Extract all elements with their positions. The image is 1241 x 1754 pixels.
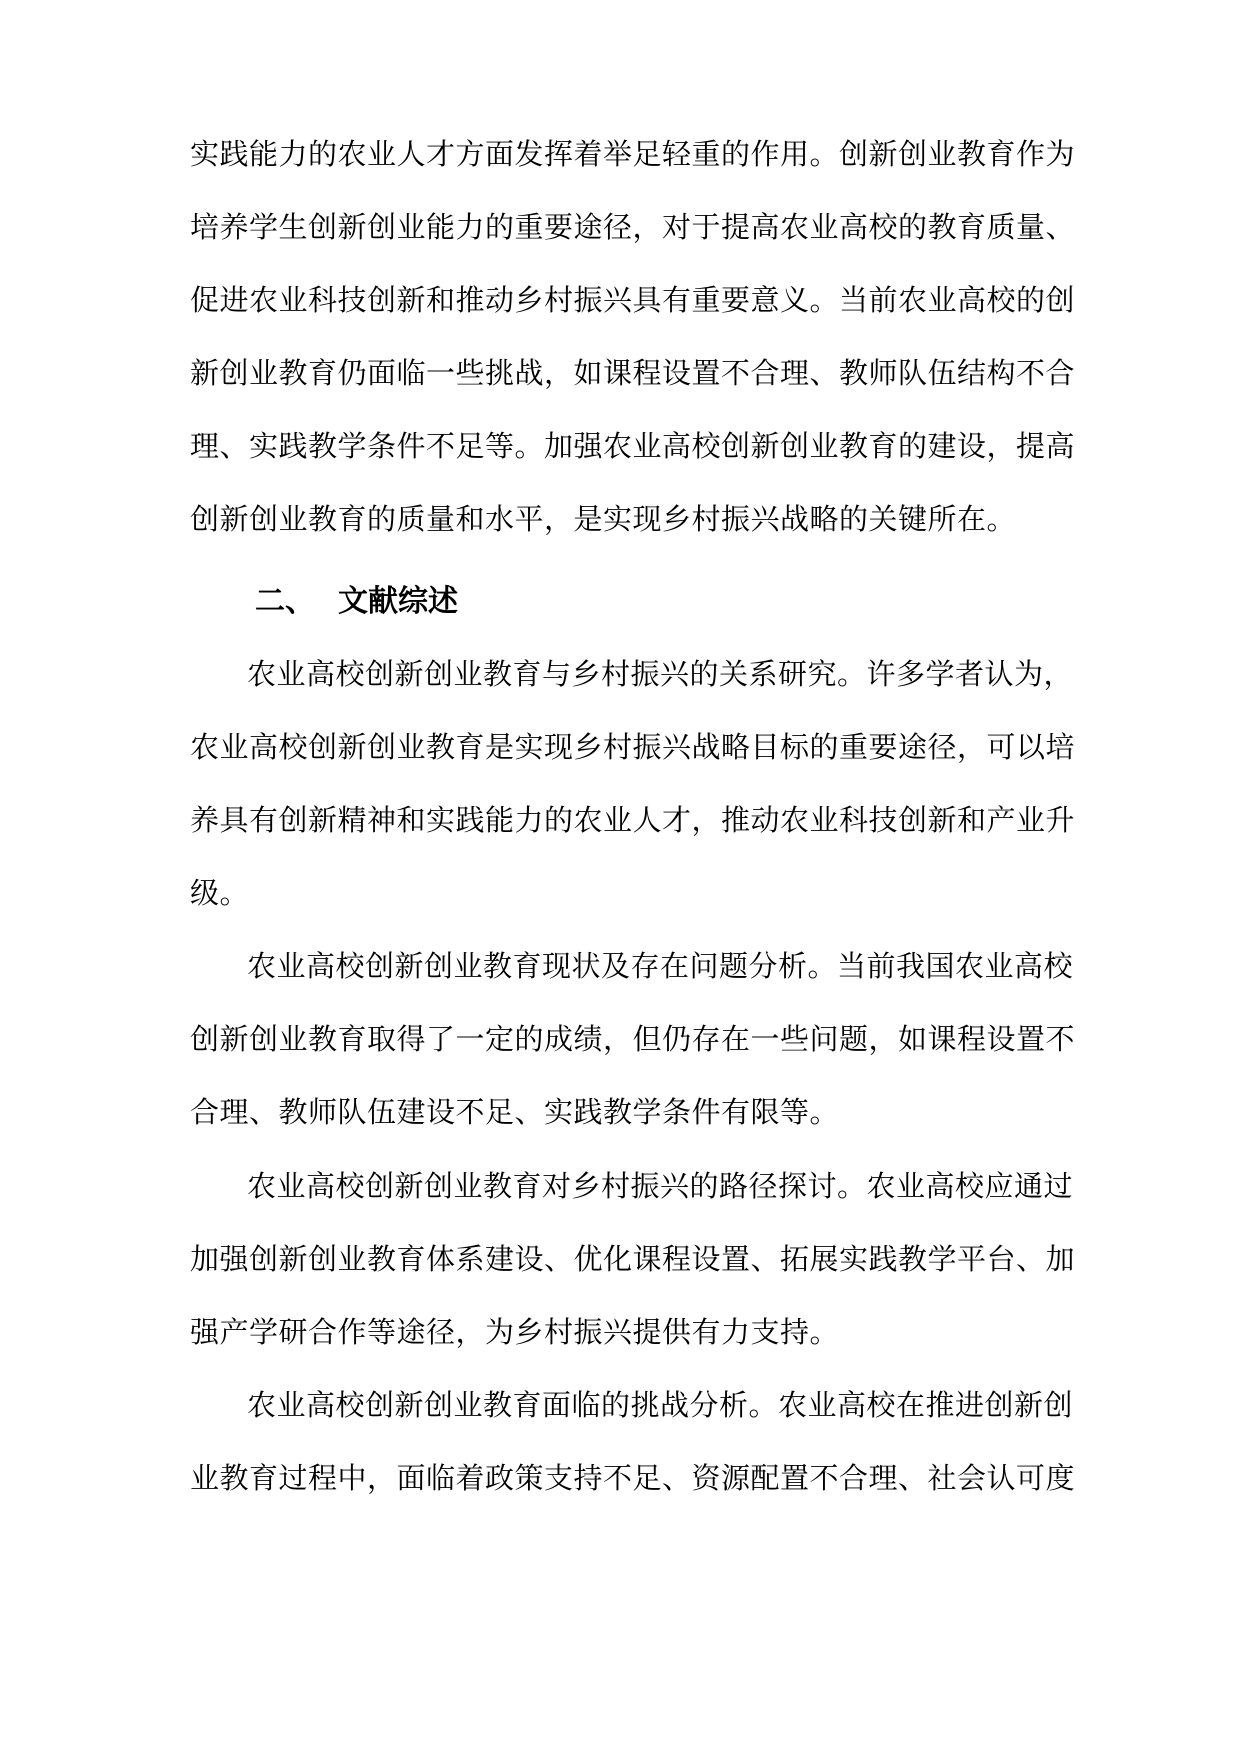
text-line: 合理、教师队伍建设不足、实践教学条件有限等。 bbox=[190, 1095, 840, 1129]
text-line: 加强创新创业教育体系建设、优化课程设置、拓展实践教学平台、加 bbox=[190, 1242, 1076, 1276]
text-line: 农业高校创新创业教育面临的挑战分析。农业高校在推进创新创 bbox=[247, 1388, 1074, 1422]
section-number: 二、 bbox=[255, 584, 315, 619]
text-line: 实践能力的农业人才方面发挥着举足轻重的作用。创新创业教育作为 bbox=[190, 137, 1076, 171]
text-line: 培养学生创新创业能力的重要途径，对于提高农业高校的教育质量、 bbox=[190, 210, 1076, 244]
text-line: 养具有创新精神和实践能力的农业人才，推动农业科技创新和产业升 bbox=[190, 803, 1076, 837]
text-line: 级。 bbox=[190, 876, 250, 910]
text-line: 创新创业教育的质量和水平，是实现乡村振兴战略的关键所在。 bbox=[190, 502, 1017, 536]
section-title: 文献综述 bbox=[338, 584, 458, 619]
text-line: 强产学研合作等途径，为乡村振兴提供有力支持。 bbox=[190, 1315, 840, 1349]
text-line: 业教育过程中，面临着政策支持不足、资源配置不合理、社会认可度 bbox=[190, 1461, 1076, 1495]
text-line: 促进农业科技创新和推动乡村振兴具有重要意义。当前农业高校的创 bbox=[190, 283, 1076, 317]
text-line: 创新创业教育取得了一定的成绩，但仍存在一些问题，如课程设置不 bbox=[190, 1022, 1076, 1056]
text-line: 农业高校创新创业教育是实现乡村振兴战略目标的重要途径，可以培 bbox=[190, 730, 1076, 764]
text-line: 理、实践教学条件不足等。加强农业高校创新创业教育的建设，提高 bbox=[190, 429, 1076, 463]
text-line: 新创业教育仍面临一些挑战，如课程设置不合理、教师队伍结构不合 bbox=[190, 356, 1076, 390]
text-line: 农业高校创新创业教育与乡村振兴的关系研究。许多学者认为， bbox=[247, 657, 1074, 691]
text-line: 农业高校创新创业教育现状及存在问题分析。当前我国农业高校 bbox=[247, 949, 1074, 983]
text-line: 农业高校创新创业教育对乡村振兴的路径探讨。农业高校应通过 bbox=[247, 1169, 1074, 1203]
